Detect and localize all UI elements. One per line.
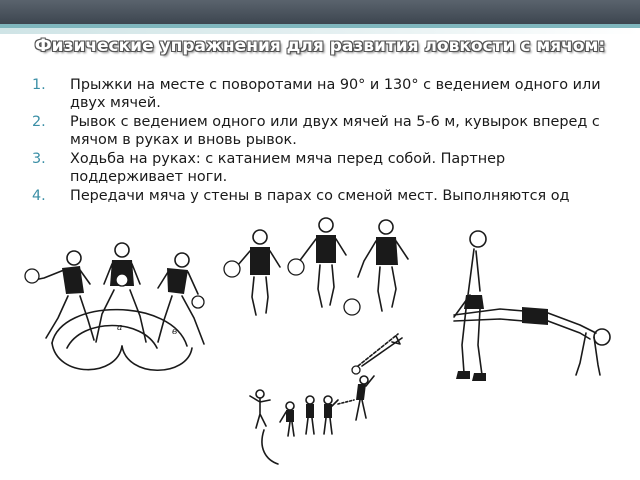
list-text: Ходьба на руках: с катанием мяча перед собой. Партнер поддерживает ноги. — [70, 151, 506, 185]
player-figure — [25, 251, 94, 340]
slide-title: Физические упражнения для развития ловкости с мячом: — [34, 36, 606, 56]
player-figure — [224, 230, 280, 315]
player-figure — [250, 390, 270, 428]
list-text: Передачи мяча у стены в парах со сменой мест. Выполняются од — [70, 188, 570, 204]
partner-figure — [454, 231, 486, 381]
top-bar — [0, 0, 640, 24]
player-figure — [356, 376, 374, 420]
movement-arc — [122, 346, 192, 370]
player-figure — [324, 396, 338, 434]
figure-label-b: в — [172, 327, 178, 337]
player-figure — [344, 220, 408, 315]
player-figure — [280, 402, 294, 436]
ball — [288, 259, 304, 275]
figure-label-a: а — [117, 323, 123, 333]
ball — [352, 366, 360, 374]
player-figure — [158, 253, 204, 344]
list-number: 1. — [32, 77, 46, 93]
movement-arc — [52, 343, 122, 370]
pass-trajectory — [338, 400, 354, 404]
jumping-turns-illustration — [22, 238, 217, 378]
wall-passing-illustration — [238, 330, 408, 470]
list-item — [32, 76, 622, 112]
exercise-list — [32, 76, 622, 206]
pass-trajectory — [358, 334, 398, 366]
list-text: Рывок с ведением одного или двух мячей на 5-6 м, кувырок вперед с мячом в руках и вновь рывок. — [70, 114, 600, 148]
list-text: Прыжки на месте с поворотами на 90° и 130° с ведением одного или двух мячей. — [70, 77, 601, 111]
ball — [25, 269, 39, 283]
list-number: 3. — [32, 151, 46, 167]
top-gradient-band — [0, 28, 640, 34]
ball — [116, 274, 128, 286]
movement-arc — [262, 430, 278, 464]
list-number: 2. — [32, 114, 46, 130]
list-number: 4. — [32, 188, 46, 204]
list-item — [32, 187, 622, 205]
list-item — [32, 150, 622, 186]
ball — [192, 296, 204, 308]
ball — [224, 261, 240, 277]
player-figure — [288, 218, 346, 307]
ball — [344, 299, 360, 315]
hand-walker-figure — [454, 307, 610, 375]
dribbling-run-illustration — [222, 215, 422, 325]
hand-walking-illustration — [440, 225, 620, 390]
list-item — [32, 113, 622, 149]
player-figure — [306, 396, 314, 434]
